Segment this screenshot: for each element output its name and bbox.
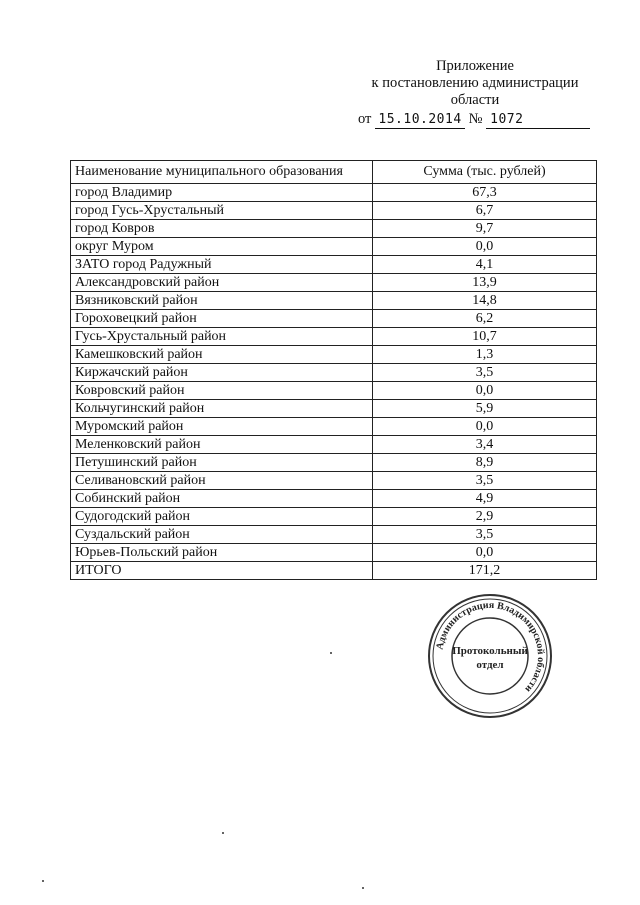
table-row bbox=[71, 544, 597, 562]
municipality-sum: 3,5 bbox=[373, 472, 597, 490]
table-row bbox=[71, 328, 597, 346]
municipality-name: Меленковский район bbox=[71, 436, 373, 454]
appendix-title: Приложение bbox=[436, 58, 514, 74]
table-row bbox=[71, 454, 597, 472]
municipality-sum: 0,0 bbox=[373, 418, 597, 436]
stamp-ring-textpath: Администрация Владимирской области bbox=[434, 599, 547, 695]
municipality-sum: 1,3 bbox=[373, 346, 597, 364]
municipality-name: Собинский район bbox=[71, 490, 373, 508]
table-row bbox=[71, 472, 597, 490]
municipality-name: Кольчугинский район bbox=[71, 400, 373, 418]
municipality-sum: 4,9 bbox=[373, 490, 597, 508]
decree-number: 1072 bbox=[486, 111, 590, 129]
table-row bbox=[71, 292, 597, 310]
scan-speck bbox=[330, 652, 332, 654]
total-label: ИТОГО bbox=[71, 562, 373, 580]
municipality-sum: 8,9 bbox=[373, 454, 597, 472]
table-row bbox=[71, 202, 597, 220]
municipality-name: Судогодский район bbox=[71, 508, 373, 526]
appendix-header bbox=[330, 58, 620, 129]
stamp-center-line1: Протокольный bbox=[452, 645, 528, 657]
total-sum: 171,2 bbox=[373, 562, 597, 580]
municipality-name: город Ковров bbox=[71, 220, 373, 238]
date-prefix: от bbox=[358, 111, 372, 127]
municipality-name: город Владимир bbox=[71, 184, 373, 202]
table-row bbox=[71, 220, 597, 238]
municipality-sum: 5,9 bbox=[373, 400, 597, 418]
municipality-sum: 3,5 bbox=[373, 364, 597, 382]
table-row bbox=[71, 310, 597, 328]
table-row bbox=[71, 364, 597, 382]
decree-date-line bbox=[330, 111, 620, 129]
municipality-name: Суздальский район bbox=[71, 526, 373, 544]
table-row bbox=[71, 184, 597, 202]
number-prefix: № bbox=[468, 111, 483, 127]
municipal-sums-table bbox=[70, 160, 597, 580]
municipality-sum: 2,9 bbox=[373, 508, 597, 526]
table-row bbox=[71, 526, 597, 544]
municipality-name: Киржачский район bbox=[71, 364, 373, 382]
table-row bbox=[71, 508, 597, 526]
municipality-name: Вязниковский район bbox=[71, 292, 373, 310]
scan-speck bbox=[42, 880, 44, 882]
municipality-name: Гороховецкий район bbox=[71, 310, 373, 328]
municipality-name: Ковровский район bbox=[71, 382, 373, 400]
table-row bbox=[71, 418, 597, 436]
scan-speck bbox=[362, 887, 364, 889]
table-row bbox=[71, 436, 597, 454]
municipality-sum: 0,0 bbox=[373, 382, 597, 400]
municipality-sum: 13,9 bbox=[373, 274, 597, 292]
column-header-sum: Сумма (тыс. рублей) bbox=[373, 161, 597, 184]
table-row bbox=[71, 256, 597, 274]
column-header-name: Наименование муниципального образования bbox=[71, 161, 373, 184]
municipality-sum: 3,4 bbox=[373, 436, 597, 454]
municipality-name: Юрьев-Польский район bbox=[71, 544, 373, 562]
municipality-sum: 10,7 bbox=[373, 328, 597, 346]
table-row bbox=[71, 346, 597, 364]
municipality-name: Александровский район bbox=[71, 274, 373, 292]
municipality-name: Петушинский район bbox=[71, 454, 373, 472]
municipality-sum: 9,7 bbox=[373, 220, 597, 238]
stamp-center-line2: отдел bbox=[476, 659, 504, 671]
municipality-name: ЗАТО город Радужный bbox=[71, 256, 373, 274]
table-total-row bbox=[71, 562, 597, 580]
table-row bbox=[71, 238, 597, 256]
municipality-sum: 4,1 bbox=[373, 256, 597, 274]
table-row bbox=[71, 490, 597, 508]
municipality-sum: 6,7 bbox=[373, 202, 597, 220]
table-row bbox=[71, 400, 597, 418]
municipality-name: город Гусь-Хрустальный bbox=[71, 202, 373, 220]
municipality-sum: 3,5 bbox=[373, 526, 597, 544]
municipality-sum: 67,3 bbox=[373, 184, 597, 202]
table-row bbox=[71, 274, 597, 292]
municipality-sum: 14,8 bbox=[373, 292, 597, 310]
official-stamp bbox=[426, 592, 554, 720]
municipality-name: Камешковский район bbox=[71, 346, 373, 364]
table-row bbox=[71, 382, 597, 400]
appendix-subtitle: к постановлению администрации bbox=[371, 75, 579, 91]
municipality-name: округ Муром bbox=[71, 238, 373, 256]
municipality-sum: 6,2 bbox=[373, 310, 597, 328]
municipality-sum: 0,0 bbox=[373, 238, 597, 256]
appendix-authority: области bbox=[450, 92, 500, 108]
table-header-row bbox=[71, 161, 597, 184]
decree-date: 15.10.2014 bbox=[375, 111, 465, 129]
municipality-name: Муромский район bbox=[71, 418, 373, 436]
scan-speck bbox=[222, 832, 224, 834]
municipality-name: Гусь-Хрустальный район bbox=[71, 328, 373, 346]
municipality-name: Селивановский район bbox=[71, 472, 373, 490]
municipality-sum: 0,0 bbox=[373, 544, 597, 562]
